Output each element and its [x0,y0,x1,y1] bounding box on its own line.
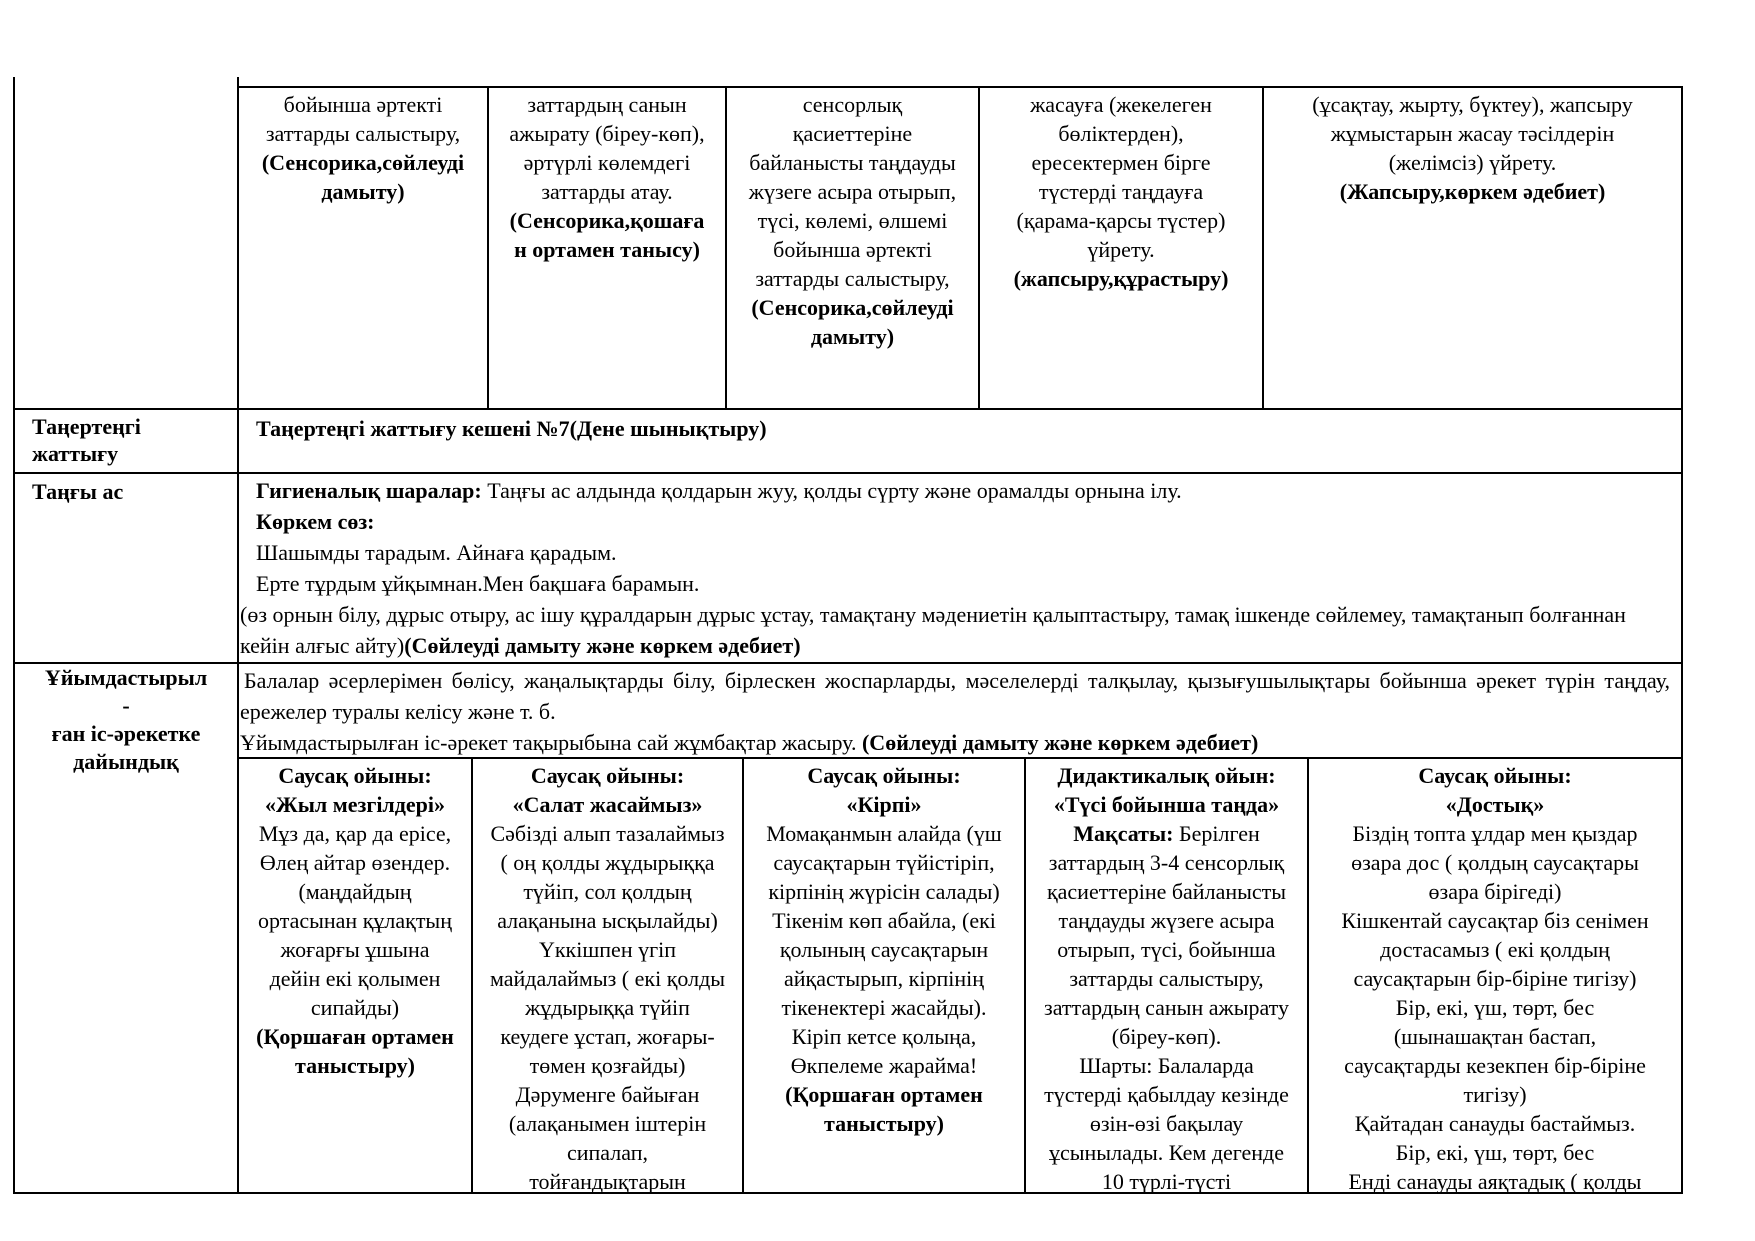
game-line: ұсынылады. Кем дегенде [1048,1140,1285,1165]
game-line: жоғарғы ұшына [280,937,430,962]
breakfast-content [240,475,1670,661]
game-area: (Қоршаған ортамен [256,1024,454,1049]
game-line: отырып, түсі, бойынша [1057,937,1276,962]
cell-line: (Жапсыру,көркем әдебиет) [1339,179,1606,204]
cell-line: н ортамен танысу) [514,237,700,262]
top-cell-2 [489,90,725,264]
game-area: таныстыру) [824,1111,944,1136]
game-line: Бір, екі, үш, төрт, бес [1395,1140,1595,1165]
game-cell-seasons [239,761,471,1080]
grid-line [13,662,1683,664]
game-line: ортасынан құлақтың [257,908,452,933]
game-line: майдалаймыз ( екі қолды [489,966,726,991]
game-line: алақанына ысқылайды) [497,908,718,933]
game-name: «Кірпі» [846,792,922,817]
game-line: қасиеттеріне байланысты [1046,879,1287,904]
game-line: Дәруменге байыған [515,1082,700,1107]
game-line: саусақтарын бір-біріне тигізу) [1353,966,1637,991]
cell-line: ересектермен бірге [1031,150,1211,175]
game-line: Сәбізді алып тазалаймыз [490,821,725,846]
game-line: ( оң қолды жұдырыққа [500,850,715,875]
game-title: Дидактикалық ойын: [1057,763,1276,788]
cell-line: сенсорлық [802,92,903,117]
goal-text: (өз орнын білу, дұрыс отыру, ас ішу құралдарын дұрыс ұстау, тамақтану мәдениетін қалыптастыру, тамақ ішкенде сөйлемеу, тамақтанып болғаннан кейін алғыс айту) [240,602,1626,658]
game-line: достасамыз ( екі қолдың [1380,937,1610,962]
cell-line: бойынша әртекті [283,92,443,117]
game-line: дейін екі қолымен [269,966,441,991]
goal-label: Мақсаты: [1073,821,1174,846]
game-line: Енді санауды аяқтадық ( қолды [1348,1169,1642,1194]
top-cell-3 [727,90,978,351]
game-cell-hedgehog [744,761,1024,1138]
game-line: саусақтарды кезекпен бір-біріне [1344,1053,1646,1078]
hygiene-line [240,475,1670,506]
cell-line: жасауға (жекелеген [1030,92,1212,117]
game-line: өзін-өзі бақылау [1089,1111,1244,1136]
game-line: Кіріп кетсе қолыңа, [791,1024,977,1049]
game-line: өзара дос ( қолдың саусақтары [1351,850,1639,875]
label-line: Таңертеңгі [32,414,141,439]
game-title: Саусақ ойыны: [807,763,961,788]
cell-line: заттарды салыстыру, [265,121,461,146]
goal-area: (Сөйлеуді дамыту және көркем әдебиет) [404,633,801,658]
cell-line: дамыту) [810,324,895,349]
riddle-area: (Сөйлеуді дамыту және көркем әдебиет) [861,730,1259,755]
grid-line [13,472,1683,474]
goal-text: Берілген [1173,821,1260,846]
game-line: кірпінің жүрісін салады) [768,879,1000,904]
game-cell-friendship [1309,761,1681,1196]
cell-line: (жапсыру,құрастыру) [1013,266,1229,291]
cell-line: ажырату (біреу-көп), [509,121,705,146]
game-line: (алақанымен іштерін [508,1111,707,1136]
game-line: (маңдайдың [298,879,412,904]
game-line: Өлең айтар өзендер. [259,850,451,875]
grid-line [13,77,15,1194]
game-line: өзара бірігеді) [1428,879,1562,904]
game-line: (шынашақтан бастап, [1393,1024,1597,1049]
cell-line: дамыту) [321,179,405,204]
top-cell-1 [239,90,487,206]
game-line: 10 түрлі-түсті [1101,1169,1232,1194]
cell-line: (қарама-қарсы түстер) [1016,208,1226,233]
game-name: «Жыл мезгілдері» [264,792,446,817]
row-label-breakfast: Таңғы ас [32,479,124,504]
game-line: тигізу) [1463,1082,1527,1107]
game-line: түйіп, сол қолдың [523,879,692,904]
cell-line: бөліктерден), [1058,121,1184,146]
game-name: «Салат жасаймыз» [512,792,703,817]
game-area: таныстыру) [295,1053,415,1078]
cell-line: түстерді таңдауға [1038,179,1204,204]
game-line: Шарты: Балаларда [1079,1053,1254,1078]
cell-line: байланысты таңдауды [749,150,956,175]
game-title: Саусақ ойыны: [530,763,685,788]
game-line: Біздің топта ұлдар мен қыздар [1352,821,1638,846]
cell-line: бойынша әртекті [773,237,932,262]
hygiene-text: Таңғы ас алдында қолдарын жуу, қолды сүрту және орамалды орнына ілу. [481,478,1182,503]
game-title: Саусақ ойыны: [1418,763,1572,788]
game-area: (Қоршаған ортамен [785,1082,983,1107]
poem-line: Ерте тұрдым ұйқымнан.Мен бақшаға барамын. [256,571,700,596]
cell-line: заттарды салыстыру, [755,266,950,291]
game-line: Мұз да, қар да ерісе, [258,821,452,846]
game-line: сипалап, [567,1140,648,1165]
game-line: тойғандықтарын [529,1169,686,1194]
label-line: - [122,693,130,718]
label-line: жаттығу [32,441,119,466]
game-line: (біреу-көп). [1111,1024,1222,1049]
grid-line [1681,86,1683,1194]
cell-line: (ұсақтау, жырту, бүктеу), жапсыру [1312,92,1633,117]
row-label-preparation [15,664,237,776]
game-line: Момақанмын алайда (үш [766,821,1002,846]
game-line: таңдауды жүзеге асыра [1058,908,1275,933]
game-line: Кішкентай саусақтар біз сенімен [1341,908,1649,933]
game-line: сипайды) [310,995,400,1020]
top-cell-5 [1264,90,1681,206]
cell-line: түсі, көлемі, өлшемі [757,208,948,233]
cell-line: жүзеге асыра отырып, [748,179,957,204]
game-line: саусақтарын түйістіріп, [773,850,995,875]
grid-line [13,408,1683,410]
game-goal-line [1026,819,1307,848]
game-line: қолының саусақтарын [779,937,989,962]
preparation-intro: Балалар әсерлерімен бөлісу, жаңалықтарды білу, бірлескен жоспарларды, мәселелерді талқылау, қызығушылықтары бойынша әрекет түрін таңдау, ережелер туралы келісу және т. б. [240,668,1670,724]
cell-line: әртүрлі көлемдегі [523,150,691,175]
hygiene-title: Гигиеналық шаралар: [256,478,482,503]
preparation-content [240,665,1670,758]
game-line: кеудеге ұстап, жоғары- [500,1024,715,1049]
game-name: «Түсі бойынша таңда» [1053,792,1280,817]
game-line: заттардың 3-4 сенсорлық [1048,850,1285,875]
breakfast-goal [240,599,1670,661]
cell-line: (желімсіз) үйрету. [1388,150,1557,175]
game-line: айқастырып, кірпінің [783,966,985,991]
riddle-line [240,727,1670,758]
game-line: түстерді қабылдау кезінде [1044,1082,1289,1107]
game-line: заттарды салыстыру, [1069,966,1264,991]
game-title: Саусақ ойыны: [278,763,432,788]
game-name: «Достық» [1445,792,1545,817]
game-line: Үккішпен үгіп [538,937,677,962]
cell-line: үйрету. [1087,237,1155,262]
cell-line: (Сенсорика,қошаға [509,208,705,233]
label-line: дайындық [73,749,179,774]
cell-line: (Сенсорика,сөйлеуді [261,150,465,175]
label-line: Ұйымдастырыл [44,665,208,690]
morning-exercise-text: Таңертеңгі жаттығу кешені №7(Дене шынықтыру) [256,416,767,441]
cell-line: заттардың санын [527,92,687,117]
game-line: Қайтадан санауды бастаймыз. [1354,1111,1636,1136]
cell-line: қасиеттеріне [792,121,913,146]
game-cell-salad [473,761,742,1196]
art-word-title: Көркем сөз: [256,509,375,534]
game-line: заттардың санын ажырату [1044,995,1289,1020]
cell-line: жұмыстарын жасау тәсілдерін [1330,121,1615,146]
row-label-morning-exercise [32,413,232,467]
poem-line: Шашымды тарадым. Айнаға қарадым. [256,540,617,565]
grid-line [237,86,1683,88]
game-line: төмен қозғайды) [529,1053,686,1078]
top-cell-4 [980,90,1262,293]
label-line: ған іс-әрекетке [51,721,201,746]
game-line: Өкпелеме жарайма! [790,1053,978,1078]
riddle-text: Ұйымдастырылған іс-әрекет тақырыбына сай жұмбақтар жасыру. [240,730,862,755]
game-cell-color-choice [1026,761,1307,1196]
cell-line: заттарды атау. [541,179,673,204]
game-line: Тікенім көп абайла, (екі [772,908,996,933]
game-line: жұдырыққа түйіп [525,995,690,1020]
game-line: тікенектері жасайды). [781,995,987,1020]
game-line: Бір, екі, үш, төрт, бес [1395,995,1595,1020]
cell-line: (Сенсорика,сөйлеуді [751,295,954,320]
